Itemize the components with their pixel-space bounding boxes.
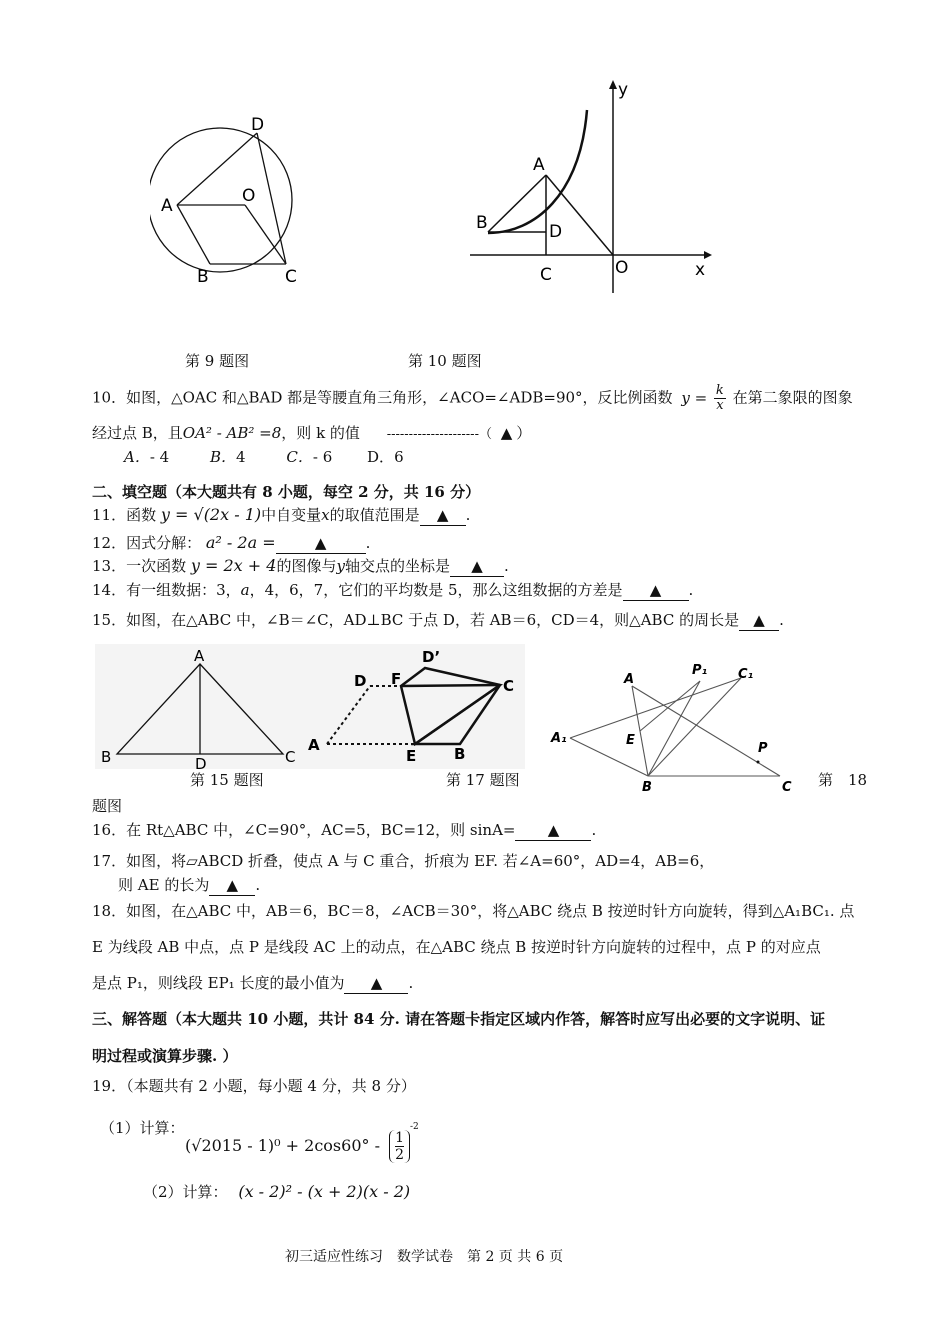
- q10-option-a-key: A．: [124, 448, 150, 466]
- section3-heading-line2: 明过程或演算步骤. ）: [92, 1047, 238, 1065]
- q10-answer-marker: ▲: [500, 424, 513, 442]
- q15-end: .: [779, 611, 784, 629]
- q19-p1-frac-num: 1: [395, 1130, 404, 1146]
- q10-option-b-val: 4: [236, 448, 246, 466]
- q19-p1-frac-den: 2: [395, 1147, 404, 1163]
- fig10-seg-AO: [546, 175, 613, 255]
- q19-p2-label: （2）计算：: [143, 1183, 228, 1201]
- q10-option-c-val: - 6: [312, 448, 333, 466]
- fig18-caption-a: 第 18: [818, 771, 868, 789]
- q12-pre: 12．因式分解：: [92, 534, 202, 552]
- q11-answer-blank: ▲: [420, 505, 466, 526]
- figure-10: [460, 75, 730, 295]
- q19-part1: [100, 1118, 185, 1138]
- fig9-label-D: D: [251, 115, 265, 135]
- q10-option-d-val: 6: [394, 448, 404, 466]
- q19-part2: [143, 1182, 410, 1202]
- fig10-label-A: A: [533, 155, 545, 175]
- fig18-caption-b: 题图: [92, 797, 123, 815]
- q13-answer-blank: ▲: [450, 556, 504, 577]
- fig10-label-y: y: [618, 80, 629, 100]
- fig9-label-B: B: [197, 267, 209, 287]
- figure-15: [95, 644, 305, 769]
- q12: [92, 533, 370, 554]
- fig15-label-C: C: [285, 748, 296, 766]
- q10-func-y: y =: [681, 388, 708, 407]
- fig10-label-D: D: [549, 222, 563, 242]
- q11-pre: 11．函数: [92, 506, 157, 524]
- q11-mid: 中自变量: [261, 506, 322, 524]
- fig18-label-A: A: [624, 672, 635, 687]
- fig15-label-B: B: [101, 748, 112, 766]
- fig10-label-B: B: [476, 213, 488, 233]
- fig18-label-P: P: [758, 741, 768, 756]
- q15-answer-blank: ▲: [739, 610, 779, 631]
- q19-heading: 19．（本题共有 2 小题，每小题 4 分，共 8 分）: [92, 1077, 416, 1095]
- fig18-label-C1: C₁: [738, 667, 754, 682]
- q11: [92, 505, 470, 526]
- q19-p1-paren-frac: [389, 1130, 410, 1163]
- fig10-x-arrow: [704, 251, 712, 259]
- q19-p1-exponent: -2: [410, 1122, 419, 1132]
- figure-17: [305, 644, 525, 769]
- q10-fraction: [714, 384, 726, 413]
- q14-pre: 14．有一组数据：3，: [92, 581, 241, 599]
- fig17-label-C: C: [503, 677, 515, 695]
- fig18-seg-A1B: [570, 738, 648, 776]
- fig9-label-C: C: [285, 267, 297, 287]
- q15: [92, 610, 784, 631]
- fig9-label-A: A: [161, 196, 173, 216]
- page-footer: 初三适应性练习 数学试卷 第 2 页 共 6 页: [285, 1249, 564, 1265]
- fig17-label-F: F: [391, 670, 402, 688]
- q18-line2: E 为线段 AB 中点，点 P 是线段 AC 上的动点，在△ABC 绕点 B 按逆时针方向旋转的过程中，点 P 的对应点: [92, 938, 821, 956]
- fig9-label-O: O: [242, 186, 256, 206]
- fig10-caption: 第 10 题图: [408, 352, 482, 370]
- fig9-seg-DC: [257, 133, 286, 264]
- q16-answer-blank: ▲: [515, 820, 591, 841]
- q14-post: ，4，6，7，它们的平均数是 5，那么这组数据的方差是: [249, 581, 623, 599]
- q13-mid: 的图像与: [276, 557, 337, 575]
- q16: [92, 820, 596, 841]
- fig18-label-A1: A₁: [551, 731, 567, 746]
- q17-answer-blank: ▲: [209, 875, 255, 896]
- fig17-label-Dp: D’: [422, 648, 441, 666]
- fig18-label-E: E: [626, 733, 635, 748]
- q17-line2: [118, 875, 260, 896]
- q17-line1: 17．如图，将▱ABCD 折叠，使点 A 与 C 重合，折痕为 EF. 若∠A=60°，AD=4，AB=6，: [92, 852, 715, 870]
- fig17-label-A: A: [308, 736, 320, 754]
- q19-p2-expr: (x - 2)² - (x + 2)(x - 2): [238, 1182, 411, 1201]
- fig17-caption: 第 17 题图: [446, 771, 520, 789]
- q10-text-a: 10．如图，△OAC 和△BAD 都是等腰直角三角形，∠ACO=∠ADB=90°，反比例函数: [92, 388, 673, 407]
- fig18-label-B: B: [642, 780, 652, 795]
- q10-line1: [92, 384, 853, 413]
- q18-line1: 18．如图，在△ABC 中，AB＝6，BC＝8，∠ACB＝30°，将△ABC 绕点 B 按逆时针方向旋转，得到△A₁BC₁. 点: [92, 902, 855, 920]
- fig10-y-arrow: [609, 80, 617, 89]
- q10-dashes: ---------------------（: [386, 427, 492, 442]
- q14-var: a: [240, 581, 250, 599]
- fig10-label-O: O: [615, 258, 629, 278]
- fig15-caption: 第 15 题图: [190, 771, 264, 789]
- q11-post: 的取值范围是: [329, 506, 420, 524]
- q16-text: 16．在 Rt△ABC 中，∠C=90°，AC=5，BC=12，则 sinA=: [92, 821, 516, 839]
- fig17-label-B: B: [454, 745, 466, 763]
- q13-post: 轴交点的坐标是: [344, 557, 450, 575]
- q10-frac-x: x: [716, 398, 724, 413]
- fig17-label-E: E: [406, 747, 417, 765]
- q11-var: x: [321, 506, 330, 524]
- q16-end: .: [591, 821, 597, 839]
- q14-end: .: [688, 581, 694, 599]
- q18-text: 是点 P₁，则线段 EP₁ 长度的最小值为: [92, 974, 345, 992]
- q10-option-a-val: - 4: [149, 448, 170, 466]
- q17-end: .: [255, 876, 261, 894]
- q14: [92, 580, 693, 601]
- q10-option-b-key: B．: [210, 448, 237, 466]
- q12-expr: a² - 2a =: [205, 533, 276, 552]
- figure-9: [150, 105, 320, 290]
- q17-text: 则 AE 的长为: [118, 876, 210, 894]
- q10-frac-k: k: [715, 383, 724, 398]
- q19-p1-label: （1）计算：: [100, 1119, 185, 1137]
- fig17-seg-FC: [401, 685, 500, 686]
- q15-text: 15．如图，在△ABC 中，∠B＝∠C，AD⊥BC 于点 D，若 AB＝6，CD＝4，则△ABC 的周长是: [92, 611, 740, 629]
- fig10-label-C: C: [540, 265, 552, 285]
- fig10-label-x: x: [695, 260, 706, 280]
- q10-close: ）: [516, 424, 532, 442]
- fig18-label-C: C: [782, 780, 792, 795]
- fig15-label-A: A: [194, 647, 205, 665]
- q13-var: y: [336, 557, 345, 575]
- figure-18: [548, 656, 808, 796]
- q10-text-d: ，则 k 的值: [281, 424, 360, 442]
- q18-end: .: [408, 974, 414, 992]
- q12-answer-blank: ▲: [276, 533, 366, 554]
- fig18-seg-BP1: [648, 681, 700, 776]
- fig9-seg-AB: [177, 205, 210, 264]
- fig10-seg-BA: [488, 175, 546, 232]
- section2-heading: 二、填空题（本大题共有 8 小题，每空 2 分，共 16 分）: [92, 483, 481, 501]
- q14-answer-blank: ▲: [623, 580, 689, 601]
- fig17-label-D: D: [354, 672, 367, 690]
- q19-part1-expression: [185, 1122, 419, 1163]
- q10-option-c-key: C．: [286, 448, 313, 466]
- q19-p1-expr: (√2015 - 1)⁰ + 2cos60° -: [185, 1136, 380, 1155]
- q10-text-c: 经过点 B，且: [92, 424, 183, 442]
- section3-heading-line1: 三、解答题（本大题共 10 小题，共计 84 分. 请在答题卡指定区域内作答，解答时应写出必要的文字说明、证: [92, 1010, 826, 1028]
- fig18-seg-BC1: [648, 678, 741, 776]
- fig18-seg-A1C1: [570, 678, 741, 738]
- q10-option-d-key: D．: [367, 448, 395, 466]
- q13-end: .: [503, 557, 509, 575]
- q10-condition: OA² - AB² =8: [182, 424, 282, 442]
- q18-answer-blank: ▲: [344, 973, 408, 994]
- fig18-label-P1: P₁: [692, 663, 708, 678]
- q12-end: .: [365, 534, 371, 552]
- fig18-point-P: [757, 761, 760, 764]
- fig15-label-D: D: [195, 755, 207, 769]
- q10-text-b: 在第二象限的图象: [732, 388, 853, 407]
- fig9-caption: 第 9 题图: [185, 352, 250, 370]
- q13: [92, 556, 509, 577]
- q11-end: .: [465, 506, 471, 524]
- q10-line2: [92, 423, 531, 445]
- q13-pre: 13．一次函数: [92, 557, 187, 575]
- q10-options: [124, 447, 404, 467]
- q13-expr: y = 2x + 4: [190, 556, 277, 575]
- q18-line3: [92, 973, 413, 994]
- q11-expr: y = √(2x - 1): [160, 505, 262, 524]
- fig18-seg-EP1: [640, 681, 700, 731]
